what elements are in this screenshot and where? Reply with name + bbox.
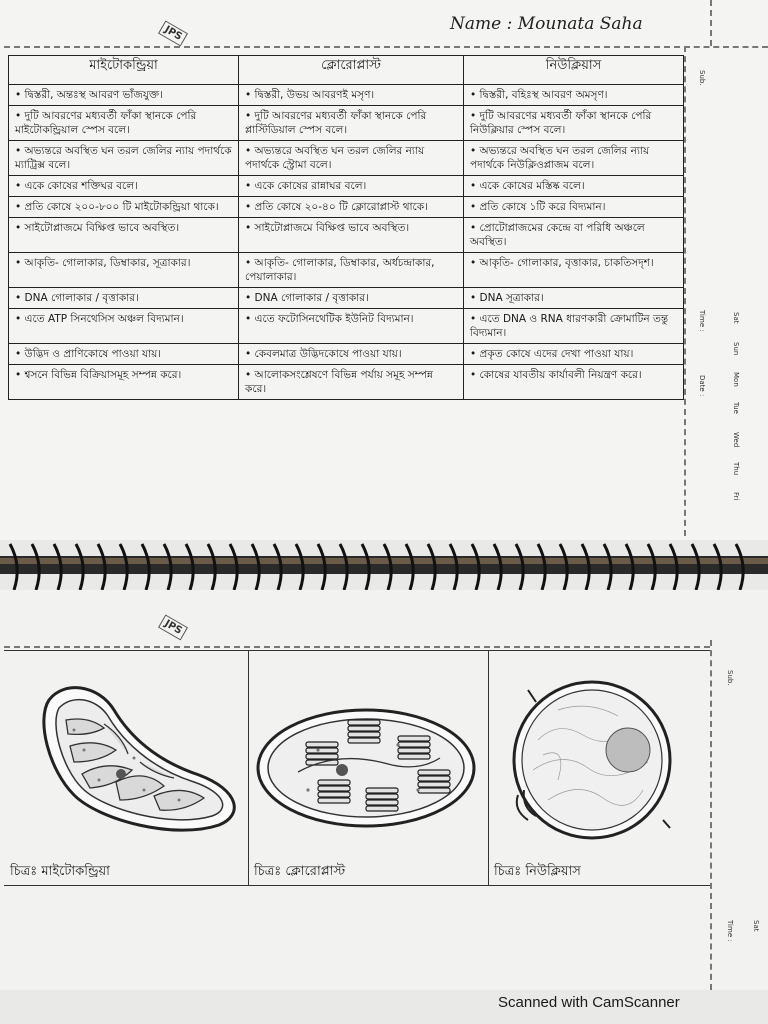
table-cell: • দুটি আবরণের মধ্যবর্তী ফাঁকা স্থানকে পেরি মাইটোকন্ড্রিয়াল স্পেস বলে। xyxy=(9,106,239,141)
granum-disc xyxy=(366,794,398,799)
header-mitochondria: মাইটোকন্ড্রিয়া xyxy=(9,56,239,85)
margin-border-upper xyxy=(710,0,712,46)
margin-sub-label: Sub. xyxy=(698,70,706,86)
granum-disc xyxy=(398,754,430,759)
table-cell: • DNA গোলাকার / বৃত্তাকার। xyxy=(239,288,464,309)
margin-time-label-bottom: Time : xyxy=(726,920,734,942)
table-cell: • প্রতি কোষে ১টি করে বিদ্যমান। xyxy=(464,197,684,218)
table-row xyxy=(9,85,684,106)
figure-panel-mitochondria xyxy=(4,650,249,885)
margin-day-thu: Thu xyxy=(732,462,740,476)
caption-mitochondria: চিত্রঃ মাইটোকন্ড্রিয়া xyxy=(10,864,110,879)
table-cell: • এতে DNA ও RNA ধারণকারী ক্রোমাটিন তন্তু বিদ্যমান। xyxy=(464,309,684,344)
margin-day-sun: Sun xyxy=(732,342,740,356)
table-row xyxy=(9,141,684,176)
table-cell: • প্রোটোপ্লাজমের কেন্দ্রে বা পরিধি অঞ্চলে অবস্থিত। xyxy=(464,218,684,253)
table-row xyxy=(9,106,684,141)
chloroplast-drawing-icon xyxy=(248,650,488,850)
table-cell: • আকৃতি- গোলাকার, বৃত্তাকার, চাকতিসদৃশ। xyxy=(464,253,684,288)
margin-sub-label-bottom: Sub. xyxy=(726,670,734,686)
table-cell: • সাইটোপ্লাজমে বিক্ষিপ্ত ভাবে অবস্থিত। xyxy=(9,218,239,253)
margin-day-fri: Fri xyxy=(732,492,740,501)
table-cell: • প্রতি কোষে ২০-৪০ টি ক্লোরোপ্লাস্ট থাকে। xyxy=(239,197,464,218)
granum-disc xyxy=(348,738,380,743)
table-cell: • দ্বিস্তরী, বহিঃস্থ আবরণ অমসৃণ। xyxy=(464,85,684,106)
margin-date-label: Date : xyxy=(698,375,706,397)
table-cell: • দুটি আবরণের মধ্যবর্তী ফাঁকা স্থানকে পেরি নিউক্লিয়ার স্পেস বলে। xyxy=(464,106,684,141)
table-row xyxy=(9,288,684,309)
brand-logo-bottom: JPS xyxy=(158,614,188,640)
table-cell: • শ্বসনে বিভিন্ন বিক্রিয়াসমূহ সম্পন্ন করে। xyxy=(9,365,239,400)
granum-disc xyxy=(418,788,450,793)
granum-disc xyxy=(418,776,450,781)
table-cell: • একে কোষের শক্তিঘর বলে। xyxy=(9,176,239,197)
margin-border-left xyxy=(684,46,686,536)
margin-day-wed: Wed xyxy=(732,432,740,448)
header-nucleus: নিউক্লিয়াস xyxy=(464,56,684,85)
spiral-binding xyxy=(0,536,768,596)
student-name: Name : Mounata Saha xyxy=(450,14,643,34)
margin-border-top xyxy=(684,46,768,48)
table-cell: • DNA গোলাকার / বৃত্তাকার। xyxy=(9,288,239,309)
table-cell: • অভ্যন্তরে অবস্থিত ঘন তরল জেলির ন্যায় পদার্থকে ম্যাট্রিক্স বলে। xyxy=(9,141,239,176)
table-cell: • একে কোষের রান্নাঘর বলে। xyxy=(239,176,464,197)
granum-disc xyxy=(306,754,338,759)
granum-disc xyxy=(348,720,380,725)
table-cell: • কোষের যাবতীয় কার্যাবলী নিয়ন্ত্রণ করে। xyxy=(464,365,684,400)
granum-disc xyxy=(366,788,398,793)
margin-day-tue: Tue xyxy=(732,402,740,414)
table-cell: • এতে ফটোসিনথেটিক ইউনিট বিদ্যমান। xyxy=(239,309,464,344)
granum-disc xyxy=(366,800,398,805)
granum-disc xyxy=(318,798,350,803)
table-cell: • উদ্ভিদ ও প্রাণিকোষে পাওয়া যায়। xyxy=(9,344,239,365)
granum-disc xyxy=(318,780,350,785)
mitochondria-drawing-icon xyxy=(4,650,248,850)
table-cell: • প্রতি কোষে ২০০-৮০০ টি মাইটোকন্ড্রিয়া থাকে। xyxy=(9,197,239,218)
table-cell: • আকৃতি- গোলাকার, ডিম্বাকার, অর্ধচন্দ্রাকার, পেয়ালাকার। xyxy=(239,253,464,288)
page-border-top xyxy=(4,46,680,48)
table-row xyxy=(9,176,684,197)
granum-disc xyxy=(318,792,350,797)
table-row xyxy=(9,344,684,365)
table-cell: • সাইটোপ্লাজমে বিক্ষিপ্ত ভাবে অবস্থিত। xyxy=(239,218,464,253)
table-cell: • আকৃতি- গোলাকার, ডিম্বাকার, সূত্রাকার। xyxy=(9,253,239,288)
table-header-row xyxy=(9,56,684,85)
granum-disc xyxy=(348,732,380,737)
caption-nucleus: চিত্রঃ নিউক্লিয়াস xyxy=(494,864,581,879)
table-row xyxy=(9,309,684,344)
granum-disc xyxy=(306,748,338,753)
table-cell: • এতে ATP সিনথেসিস অঞ্চল বিদ্যমান। xyxy=(9,309,239,344)
table-cell: • দ্বিস্তরী, অন্তঃস্থ আবরণ ভাঁজযুক্ত। xyxy=(9,85,239,106)
margin-border-left-bottom xyxy=(710,640,712,990)
header-chloroplast: ক্লোরোপ্লাস্ট xyxy=(239,56,464,85)
table-row xyxy=(9,365,684,400)
granum-disc xyxy=(398,736,430,741)
table-row xyxy=(9,218,684,253)
granum-disc xyxy=(348,726,380,731)
table-row xyxy=(9,253,684,288)
camscanner-watermark: Scanned with CamScanner xyxy=(498,994,680,1011)
granum-disc xyxy=(398,742,430,747)
table-cell: • অভ্যন্তরে অবস্থিত ঘন তরল জেলির ন্যায় পদার্থকে নিউক্লিওপ্লাজম বলে। xyxy=(464,141,684,176)
granum-disc xyxy=(418,782,450,787)
caption-chloroplast: চিত্রঃ ক্লোরোপ্লাস্ট xyxy=(254,864,346,879)
table-row xyxy=(9,197,684,218)
figure-panel-chloroplast xyxy=(248,650,489,885)
table-cell: • অভ্যন্তরে অবস্থিত ঘন তরল জেলির ন্যায় পদার্থকে স্ট্রোমা বলে। xyxy=(239,141,464,176)
table-cell: • আলোকসংশ্লেষণে বিভিন্ন পর্যায় সমূহ সম্পন্ন করে। xyxy=(239,365,464,400)
margin-sat-label-bottom: Sat xyxy=(752,920,760,932)
table-cell: • প্রকৃত কোষে এদের দেখা পাওয়া যায়। xyxy=(464,344,684,365)
comparison-table xyxy=(8,55,684,400)
granum-disc xyxy=(318,786,350,791)
page-border-top-bottom xyxy=(4,646,710,648)
granum-disc xyxy=(418,770,450,775)
table-cell: • কেবলমাত্র উদ্ভিদকোষে পাওয়া যায়। xyxy=(239,344,464,365)
table-cell: • DNA সূত্রাকার। xyxy=(464,288,684,309)
figure-border-bottom xyxy=(4,885,710,886)
brand-logo: JPS xyxy=(158,20,188,46)
margin-day-sat: Sat xyxy=(732,312,740,324)
granum-disc xyxy=(366,806,398,811)
table-cell: • দুটি আবরণের মধ্যবর্তী ফাঁকা স্থানকে পেরি প্লাস্টিডিয়াল স্পেস বলে। xyxy=(239,106,464,141)
margin-day-mon: Mon xyxy=(732,372,740,387)
nucleus-drawing-icon xyxy=(488,650,710,850)
granum-disc xyxy=(306,742,338,747)
table-cell: • দ্বিস্তরী, উভয় আবরণই মসৃণ। xyxy=(239,85,464,106)
figure-panel-nucleus xyxy=(488,650,710,885)
table-cell: • একে কোষের মস্তিষ্ক বলে। xyxy=(464,176,684,197)
granum-disc xyxy=(398,748,430,753)
margin-time-label: Time : xyxy=(698,310,706,332)
